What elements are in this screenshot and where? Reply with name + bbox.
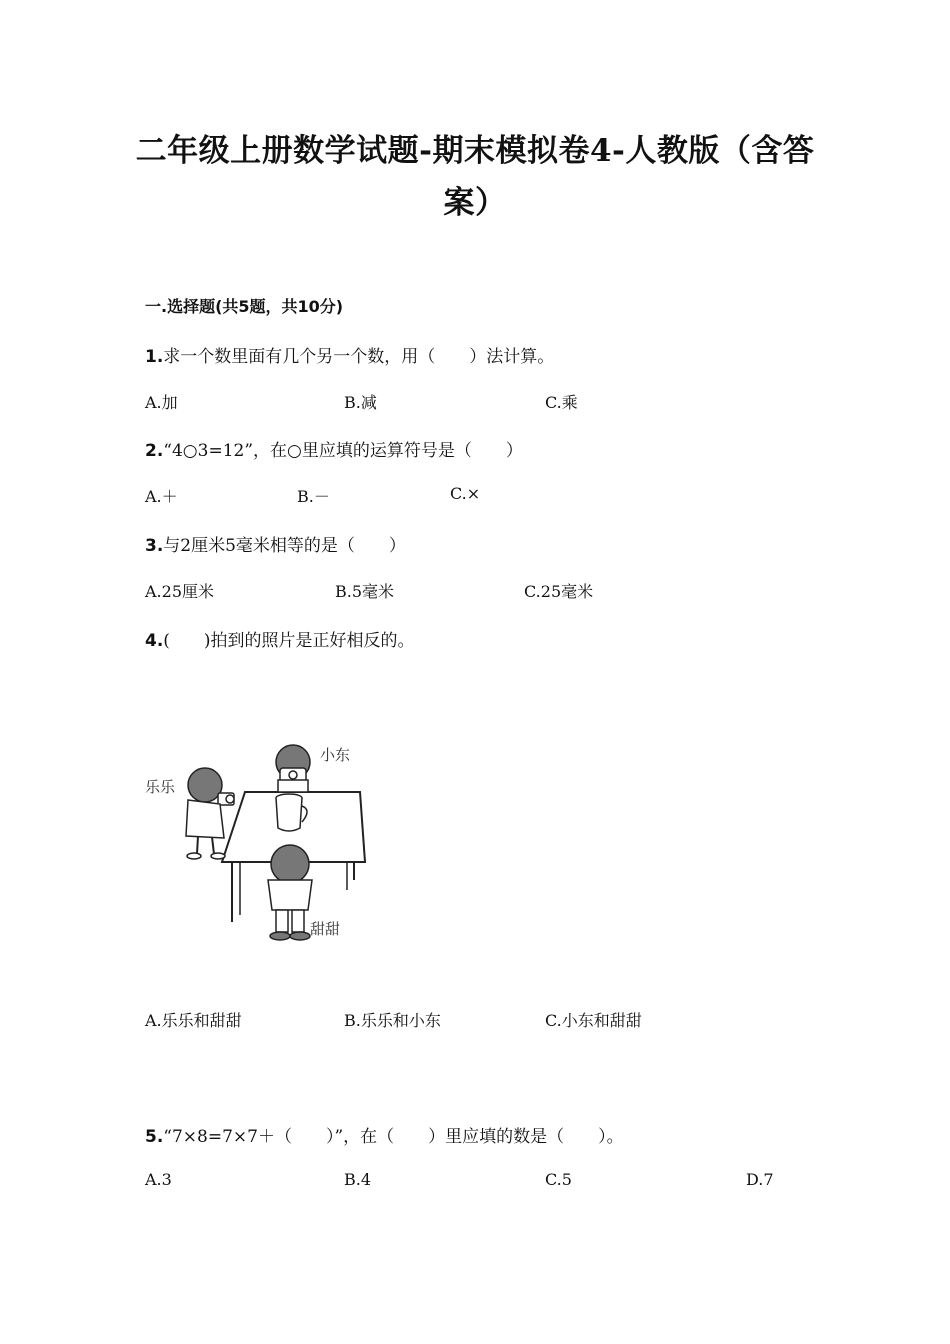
document-title	[120, 125, 830, 229]
question-text: “4○3=12”，在○里应填的运算符号是（ ）	[163, 441, 523, 461]
option-d: D.7	[746, 1170, 774, 1189]
label-xiaodong: 小东	[320, 746, 351, 764]
question-number: 3.	[145, 536, 164, 556]
option-a: A.加	[145, 393, 178, 412]
label-lele: 乐乐	[145, 778, 176, 796]
option-b: B.5毫米	[335, 582, 395, 601]
question-text: ( )拍到的照片是正好相反的。	[163, 631, 415, 651]
option-b: B.4	[344, 1170, 372, 1189]
question-number: 2.	[145, 441, 164, 461]
question-text: “7×8=7×7＋（ ）”，在（ ）里应填的数是（ ）。	[163, 1127, 624, 1147]
section-heading: 一.选择题(共5题，共10分)	[145, 297, 344, 316]
option-c: C.5	[545, 1170, 572, 1189]
option-c: C.乘	[545, 393, 578, 412]
child-xiaodong-figure	[276, 745, 310, 792]
option-c: C.×	[450, 484, 481, 503]
question-number: 4.	[145, 631, 164, 651]
question-text: 求一个数里面有几个另一个数，用（ ）法计算。	[163, 347, 555, 367]
question-4	[145, 626, 415, 651]
option-b: B.乐乐和小东	[344, 1011, 441, 1030]
title-line-2: 案）	[443, 185, 507, 221]
question-number: 1.	[145, 347, 164, 367]
question-number: 5.	[145, 1127, 164, 1147]
option-a: A.乐乐和甜甜	[145, 1011, 242, 1030]
option-c: C.小东和甜甜	[545, 1011, 642, 1030]
illustration-svg	[140, 730, 370, 950]
camera-table-illustration	[140, 730, 370, 950]
title-line-1: 二年级上册数学试题-期末模拟卷4-人教版（含答	[135, 133, 815, 169]
option-a: A.25厘米	[145, 582, 215, 601]
question-1	[145, 342, 554, 367]
question-5	[145, 1122, 624, 1147]
label-tiantian: 甜甜	[310, 920, 341, 938]
question-3	[145, 531, 406, 556]
child-tiantian-figure	[268, 845, 312, 940]
option-b: B.减	[344, 393, 377, 412]
option-a: A.3	[145, 1170, 172, 1189]
question-text: 与2厘米5毫米相等的是（ ）	[163, 536, 406, 556]
option-b: B.－	[297, 487, 330, 506]
option-c: C.25毫米	[524, 582, 594, 601]
question-2	[145, 436, 523, 461]
option-a: A.＋	[145, 487, 178, 506]
